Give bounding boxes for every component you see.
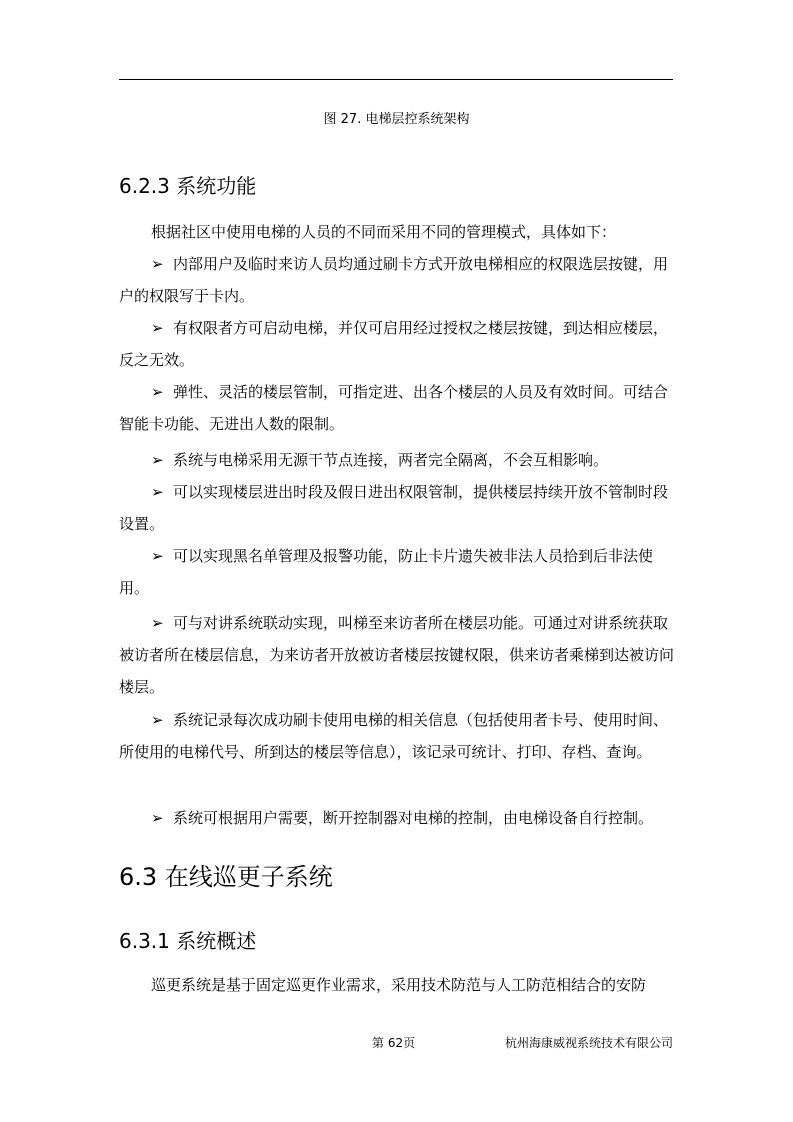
bullet-item [119,248,675,312]
bullet-text: 内部用户及临时来访人员均通过刷卡方式开放电梯相应的权限选层按键，用户的权限写于卡内。 [119,255,669,305]
arrow-right-icon: ➢ [151,483,164,501]
bullet-item [119,704,675,768]
bullet-text: 系统与电梯采用无源干节点连接，两者完全隔离，不会互相影响。 [173,451,609,469]
bullet-item [119,476,675,540]
intro-paragraph: 根据社区中使用电梯的人员的不同而采用不同的管理模式，具体如下： [151,223,617,241]
bullet-text: 可以实现黑名单管理及报警功能，防止卡片遗失被非法人员拾到后非法使用。 [119,547,654,597]
arrow-right-icon: ➢ [151,319,164,337]
bullet-item [119,312,675,376]
bullet-text: 有权限者方可启动电梯，并仅可启用经过授权之楼层按键，到达相应楼层，反之无效。 [119,319,669,369]
section-heading-6-3-1: 6.3.1 系统概述 [119,929,257,953]
arrow-right-icon: ➢ [151,809,164,827]
arrow-right-icon: ➢ [151,711,164,729]
bullet-text: 可与对讲系统联动实现，叫梯至来访者所在楼层功能。可通过对讲系统获取被访者所在楼层信息，为来访者开放被访者楼层按键权限，供来访者乘梯到达被访问楼层。 [119,614,675,696]
overview-paragraph: 巡更系统是基于固定巡更作业需求，采用技术防范与人工防范相结合的安防 [151,976,647,994]
bullet-item [119,802,675,834]
bullet-item [119,444,675,476]
arrow-right-icon: ➢ [151,451,164,469]
bullet-text: 系统可根据用户需要，断开控制器对电梯的控制，由电梯设备自行控制。 [173,809,654,827]
figure-caption: 图 27. 电梯层控系统架构 [323,112,470,127]
arrow-right-icon: ➢ [151,383,164,401]
arrow-right-icon: ➢ [151,547,164,565]
section-heading-6-2-3: 6.2.3 系统功能 [119,174,257,198]
header-rule [119,79,673,80]
bullet-text: 可以实现楼层进出时段及假日进出权限管制，提供楼层持续开放不管制时段设置。 [119,483,669,533]
bullet-item [119,540,675,604]
page-number: 第 62页 [372,1036,416,1050]
bullet-item [119,376,675,440]
bullet-item [119,607,675,703]
section-heading-6-3: 6.3 在线巡更子系统 [119,863,333,891]
bullet-text: 弹性、灵活的楼层管制，可指定进、出各个楼层的人员及有效时间。可结合智能卡功能、无进出人数的限制。 [119,383,669,433]
company-name: 杭州海康威视系统技术有限公司 [504,1036,673,1050]
bullet-text: 系统记录每次成功刷卡使用电梯的相关信息（包括使用者卡号、使用时间、所使用的电梯代号、所到达的楼层等信息），该记录可统计、打印、存档、查询。 [119,711,669,761]
arrow-right-icon: ➢ [151,255,164,273]
arrow-right-icon: ➢ [151,614,164,632]
